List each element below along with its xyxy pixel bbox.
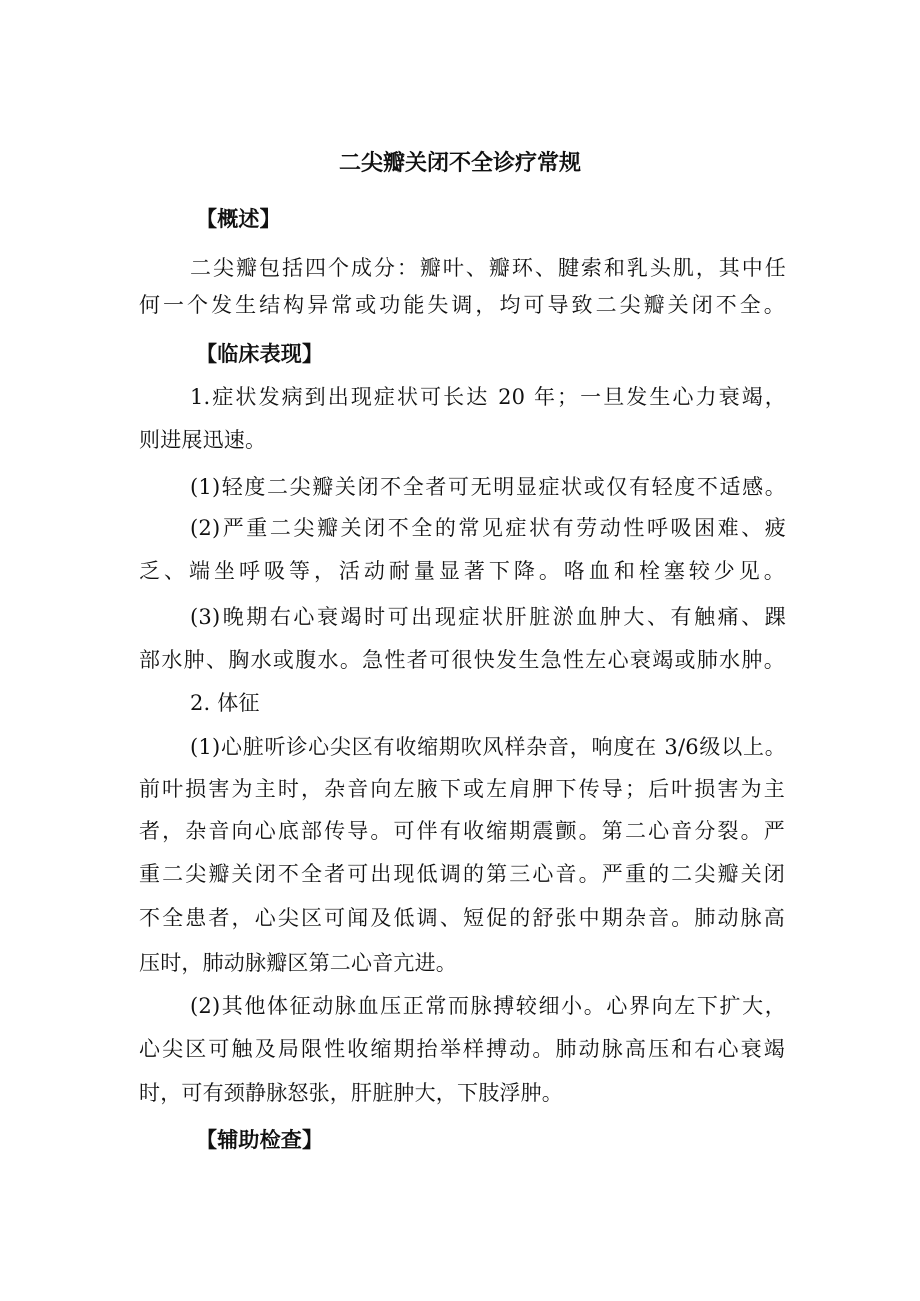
paragraph-line: (2)其他体征动脉血压正常而脉搏较细小。心界向左下扩大，	[190, 994, 786, 1018]
subsection-heading-signs: 2. 体征	[190, 691, 260, 715]
paragraph-line: (3)晚期右心衰竭时可出现症状肝脏淤血肿大、有触痛、踝	[190, 605, 786, 629]
paragraph-line: 压时，肺动脉瓣区第二心音亢进。	[139, 951, 457, 975]
paragraph-line: 二尖瓣包括四个成分：瓣叶、瓣环、腱索和乳头肌，其中任	[190, 256, 786, 280]
section-heading-overview: 【概述】	[196, 207, 281, 231]
paragraph-line: 则进展迅速。	[139, 428, 267, 452]
paragraph-line: 乏、端坐呼吸等，活动耐量显著下降。咯血和栓塞较少见。	[139, 559, 785, 583]
paragraph-line: 前叶损害为主时，杂音向左腋下或左肩胛下传导；后叶损害为主	[139, 777, 785, 801]
paragraph-line: 1.症状发病到出现症状可长达 20 年；一旦发生心力衰竭，	[190, 385, 786, 409]
paragraph-line: 何一个发生结构异常或功能失调，均可导致二尖瓣关闭不全。	[139, 293, 785, 317]
paragraph-line: 心尖区可触及局限性收缩期抬举样搏动。肺动脉高压和右心衰竭	[139, 1037, 785, 1061]
document-title: 二尖瓣关闭不全诊疗常规	[338, 151, 581, 176]
paragraph-line: 重二尖瓣关闭不全者可出现低调的第三心音。严重的二尖瓣关闭	[139, 862, 785, 886]
paragraph-line: (2)严重二尖瓣关闭不全的常见症状有劳动性呼吸困难、疲	[190, 516, 786, 540]
section-heading-clinical: 【临床表现】	[196, 342, 324, 366]
paragraph-line: 部水肿、胸水或腹水。急性者可很快发生急性左心衰竭或肺水肿。	[139, 648, 785, 672]
paragraph-line: (1)心脏听诊心尖区有收缩期吹风样杂音，响度在 3/6级以上。	[190, 735, 786, 759]
paragraph-line: (1)轻度二尖瓣关闭不全者可无明显症状或仅有轻度不适感。	[190, 475, 786, 499]
paragraph-line: 时，可有颈静脉怒张，肝脏肿大，下肢浮肿。	[139, 1081, 563, 1105]
paragraph-line: 不全患者，心尖区可闻及低调、短促的舒张中期杂音。肺动脉高	[139, 906, 785, 930]
paragraph-line: 者，杂音向心底部传导。可伴有收缩期震颤。第二心音分裂。严	[139, 819, 785, 843]
section-heading-auxiliary: 【辅助检查】	[196, 1128, 324, 1152]
